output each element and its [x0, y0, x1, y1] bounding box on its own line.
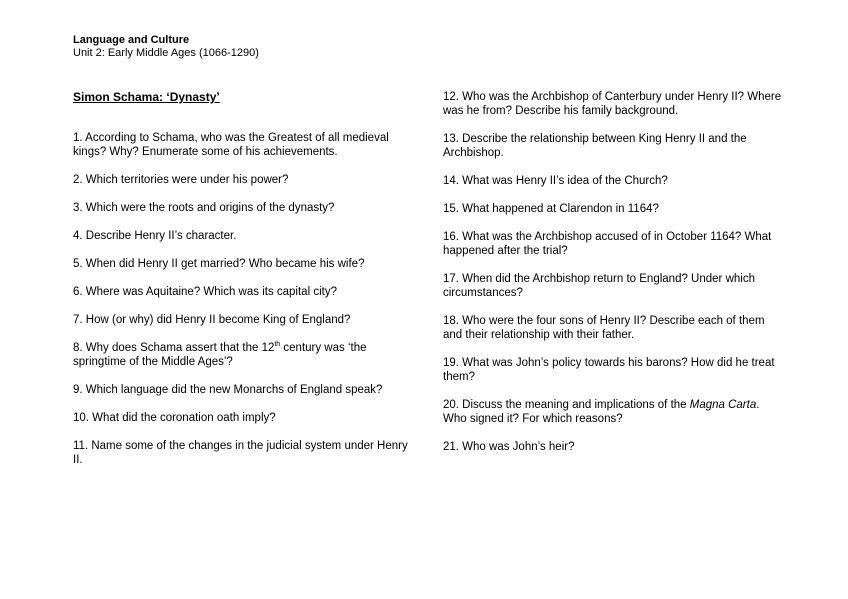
question-4: 4. Describe Henry II’s character. [73, 230, 237, 242]
question-19: 19. What was John’s policy towards his barons? How did he treat them? [443, 357, 775, 383]
course-title: Language and Culture [73, 34, 190, 46]
questions-column-right [443, 90, 783, 468]
question-7: 7. How (or why) did Henry II become King of England? [73, 314, 351, 326]
question-1: 1. According to Schama, who was the Greatest of all medieval kings? Why? Enumerate some of his achievements. [73, 132, 389, 158]
question-12: 12. Who was the Archbishop of Canterbury under Henry II? Where was he from? Describe his family background. [443, 91, 782, 117]
question-10: 10. What did the coronation oath imply? [73, 412, 276, 424]
question-20-text-end: . Who signed it? For which reasons? [443, 399, 760, 425]
question-18: 18. Who were the four sons of Henry II? Describe each of them and their relationship with their father. [443, 315, 765, 341]
question-11: 11. Name some of the changes in the judicial system under Henry II. [73, 440, 408, 466]
question-21: 21. Who was John’s heir? [443, 441, 575, 453]
question-5: 5. When did Henry II get married? Who became his wife? [73, 258, 365, 270]
question-16: 16. What was the Archbishop accused of in October 1164? What happened after the trial? [443, 231, 772, 257]
questions-column-left [73, 90, 418, 481]
question-9: 9. Which language did the new Monarchs of England speak? [73, 384, 383, 396]
question-14: 14. What was Henry II’s idea of the Church? [443, 175, 668, 187]
question-8-text: 8. Why does Schama assert that the 12 [73, 342, 275, 354]
question-8-superscript: th [274, 341, 281, 349]
section-title: Simon Schama: ‘Dynasty’ [73, 90, 220, 104]
question-3: 3. Which were the roots and origins of the dynasty? [73, 202, 335, 214]
question-13: 13. Describe the relationship between King Henry II and the Archbishop. [443, 133, 747, 159]
unit-subtitle: Unit 2: Early Middle Ages (1066-1290) [73, 47, 259, 59]
question-20-text: 20. Discuss the meaning and implications of the [443, 399, 690, 411]
document-header [73, 34, 259, 60]
question-6: 6. Where was Aquitaine? Which was its capital city? [73, 286, 337, 298]
question-15: 15. What happened at Clarendon in 1164? [443, 203, 659, 215]
question-2: 2. Which territories were under his power? [73, 174, 289, 186]
question-20-emphasis: Magna Carta [689, 399, 757, 411]
question-20 [443, 398, 783, 426]
question-8 [73, 341, 418, 369]
question-8-text-end: century was ‘the springtime of the Middle Ages’? [73, 342, 367, 368]
question-17: 17. When did the Archbishop return to England? Under which circumstances? [443, 273, 755, 299]
